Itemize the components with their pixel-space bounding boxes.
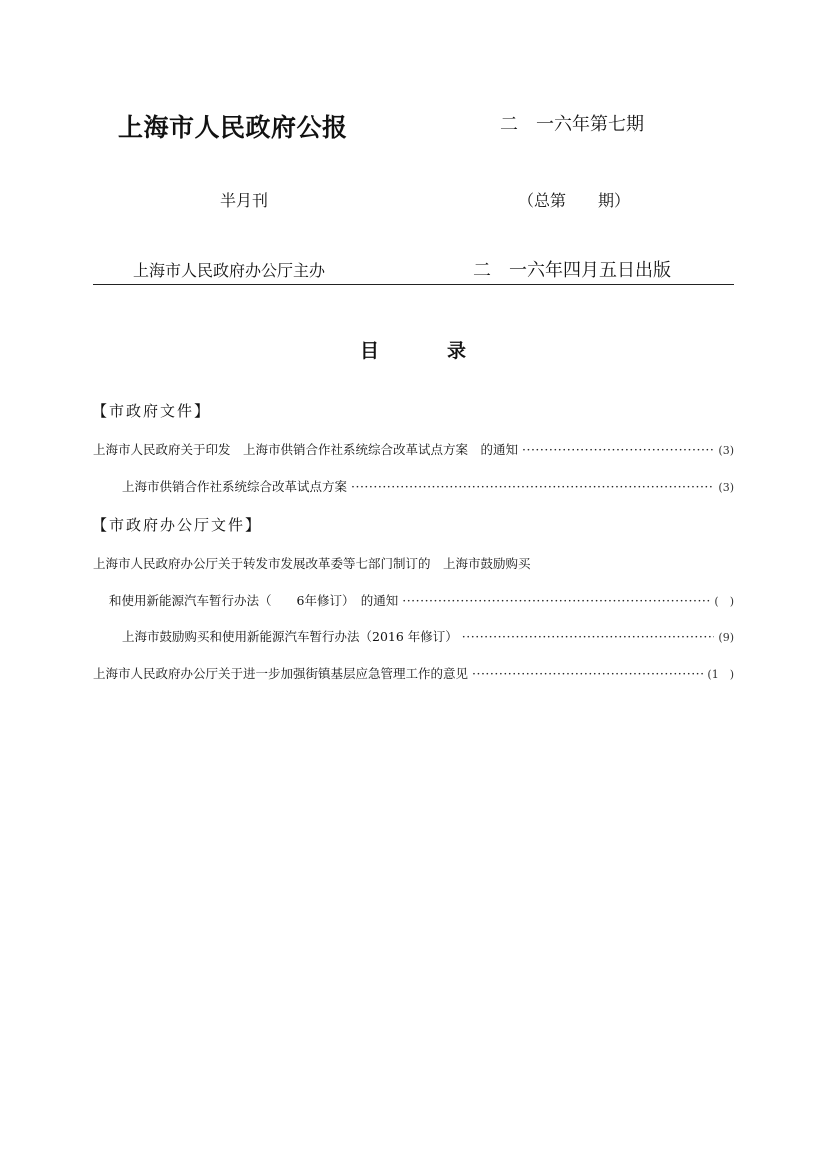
publish-date: 二 一六年四月五日出版 — [473, 260, 671, 281]
leader-dots — [472, 666, 703, 681]
toc-entry-title: 上海市人民政府办公厅关于进一步加强街镇基层应急管理工作的意见 — [93, 666, 469, 681]
toc-entry-page: (3) — [718, 444, 734, 457]
toc-entry[interactable] — [93, 554, 734, 574]
header-divider — [93, 284, 734, 285]
section-general-office-documents: 【市政府办公厅文件】 — [92, 516, 263, 534]
leader-dots — [351, 479, 714, 494]
toc-entry-title: 上海市供销合作社系统综合改革试点方案 — [122, 479, 348, 494]
toc-entry-title: 上海市人民政府关于印发 上海市供销合作社系统综合改革试点方案 的通知 — [93, 442, 519, 457]
toc-entry[interactable] — [122, 477, 734, 497]
toc-entry-title: 上海市鼓励购买和使用新能源汽车暂行办法（2016 年修订） — [122, 629, 458, 644]
total-issue-number: （总第 期） — [518, 191, 631, 210]
toc-entry-page: (9) — [718, 631, 734, 644]
toc-entry-page: (3) — [718, 481, 734, 494]
leader-dots — [462, 629, 715, 644]
issue-number: 二 一六年第七期 — [500, 114, 644, 135]
leader-dots — [522, 442, 714, 457]
toc-heading — [360, 336, 466, 363]
toc-entry-page: (1 ) — [707, 668, 734, 681]
leader-dots — [402, 593, 710, 608]
toc-entry[interactable] — [93, 664, 734, 684]
publication-frequency: 半月刊 — [220, 191, 269, 210]
sponsor: 上海市人民政府办公厅主办 — [133, 261, 326, 280]
toc-entry[interactable] — [122, 627, 734, 647]
toc-entry-title: 上海市人民政府办公厅关于转发市发展改革委等七部门制订的 上海市鼓励购买 — [93, 556, 531, 571]
gazette-title: 上海市人民政府公报 — [118, 113, 348, 142]
toc-heading-left: 目 — [360, 340, 380, 362]
toc-entry-title: 和使用新能源汽车暂行办法（ 6年修订） 的通知 — [109, 593, 399, 608]
toc-entry[interactable] — [109, 591, 734, 611]
toc-entry[interactable] — [93, 440, 734, 460]
section-municipal-government-documents: 【市政府文件】 — [92, 402, 212, 420]
toc-heading-right: 录 — [447, 340, 467, 362]
toc-entry-page: ( ) — [714, 595, 734, 608]
